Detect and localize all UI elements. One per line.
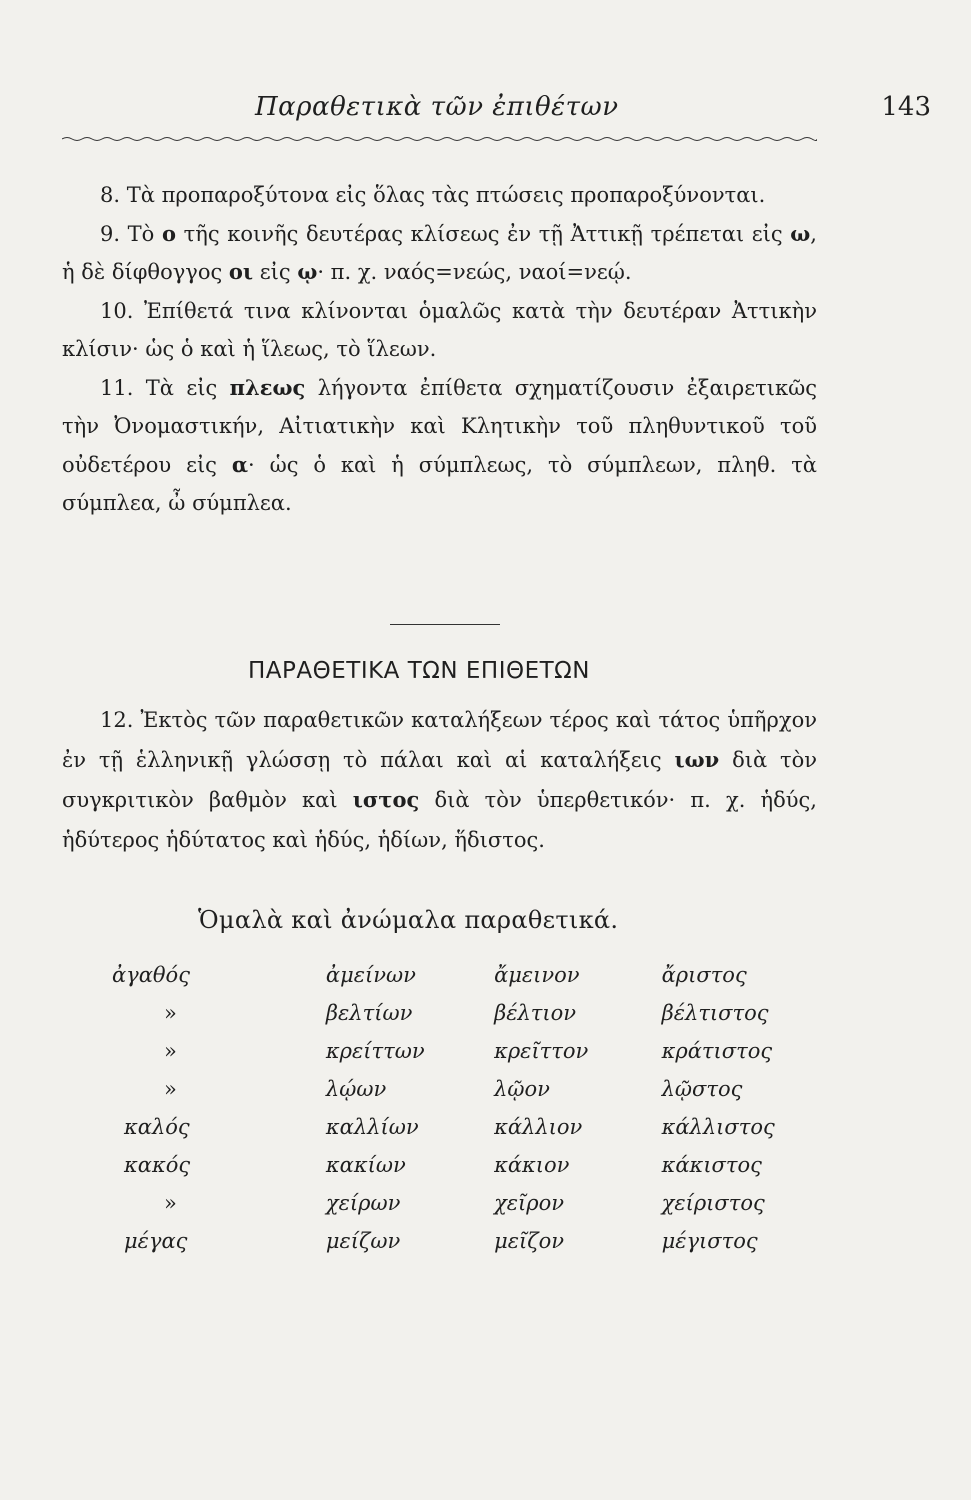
paragraph-11-text: · ὡς ὁ καὶ ἡ σύμπλεως, τὸ σύμπλεων, πληθ. τὰ σύμπλεα, ὦ σύμπλεα. — [62, 452, 817, 515]
bold-omega: ω — [790, 220, 811, 246]
bold-oi: οι — [228, 259, 254, 284]
paragraph-12-text: διὰ τὸν ὑπερθετικόν· π. χ. ἡδύς, ἡδύτερος ἡδύτατος καὶ ἡδύς, ἡδίων, ἥδιστος. — [62, 788, 817, 852]
superlative-cell: βέλτιστος — [661, 1001, 769, 1025]
neuter-comparative-cell: χεῖρον — [494, 1191, 565, 1215]
positive-cell: κακός — [124, 1153, 191, 1177]
neuter-comparative-cell: κάκιον — [494, 1153, 570, 1177]
comparative-cell: βελτίων — [325, 1001, 413, 1025]
superlative-cell: κάλλιστος — [661, 1115, 775, 1139]
table-row — [112, 994, 802, 1032]
comparative-cell: χείρων — [325, 1191, 401, 1215]
comparative-cell: κακίων — [325, 1153, 406, 1177]
running-head — [60, 92, 931, 136]
wavy-head-rule — [62, 136, 817, 142]
bold-alpha: α — [231, 451, 249, 477]
comparative-cell: ἀμείνων — [325, 963, 416, 987]
neuter-comparative-cell: λῷον — [494, 1077, 550, 1101]
bold-omega-iota: ῳ — [297, 259, 318, 284]
paragraph-11-text: 11. Τὰ εἰς — [100, 375, 230, 400]
superlative-cell: κράτιστος — [661, 1039, 773, 1063]
section-text-block — [62, 700, 817, 860]
paragraph-9 — [62, 215, 817, 292]
page-number: 143 — [881, 92, 931, 122]
comparative-cell: μείζων — [325, 1229, 401, 1253]
running-title: Παραθετικὰ τῶν ἐπιθέτων — [255, 92, 619, 122]
paragraph-10: 10. Ἐπίθετά τινα κλίνονται ὁμαλῶς κατὰ τὴν δευτέραν Ἀττικὴν κλίσιν· ὡς ὁ καὶ ἡ ἵλεως, τὸ ἵλεων. — [62, 298, 817, 361]
table-row — [112, 956, 802, 994]
table-row — [112, 1184, 802, 1222]
table-title: Ὁμαλὰ καὶ ἀνώμαλα παραθετικά. — [198, 906, 619, 934]
bold-plews: πλεως — [229, 374, 306, 400]
paragraph-8: 8. Τὰ προπαροξύτονα εἰς ὅλας τὰς πτώσεις προπαροξύνονται. — [100, 183, 766, 207]
paragraph-9-text: 9. Τὸ — [100, 221, 162, 246]
neuter-comparative-cell: κρεῖττον — [494, 1039, 589, 1063]
neuter-comparative-cell: βέλτιον — [494, 1001, 577, 1025]
paragraph-12 — [62, 700, 817, 860]
table-row — [112, 1108, 802, 1146]
neuter-comparative-cell: ἄμεινον — [494, 963, 580, 987]
superlative-cell: κάκιστος — [661, 1153, 762, 1177]
superlative-cell: μέγιστος — [661, 1229, 758, 1253]
bold-iwn: ιων — [674, 747, 720, 772]
positive-cell: μέγας — [124, 1229, 188, 1253]
ditto-mark: » — [164, 1077, 177, 1101]
bold-o: ο — [161, 220, 176, 246]
comparative-cell: καλλίων — [325, 1115, 419, 1139]
comparative-cell: κρείττων — [325, 1039, 425, 1063]
section-divider — [390, 624, 500, 625]
ditto-mark: » — [164, 1039, 177, 1063]
positive-cell: καλός — [124, 1115, 190, 1139]
table-row — [112, 1032, 802, 1070]
comparative-cell: λῴων — [325, 1077, 387, 1101]
superlative-cell: λῷστος — [661, 1077, 743, 1101]
paragraph-9-text: · π. χ. ναός=νεώς, ναοί=νεῴ. — [317, 260, 632, 284]
positive-cell: ἀγαθός — [112, 963, 190, 987]
comparison-table — [112, 956, 802, 1260]
table-row — [112, 1222, 802, 1260]
section-title: ΠΑΡΑΘΕΤΙΚΑ ΤΩΝ ΕΠΙΘΕΤΩΝ — [248, 658, 590, 684]
ditto-mark: » — [164, 1191, 177, 1215]
superlative-cell: χείριστος — [661, 1191, 765, 1215]
neuter-comparative-cell: μεῖζον — [494, 1229, 565, 1253]
paragraph-11-text: λήγοντα ἐπίθετα σχηματίζουσιν ἐξαιρετικῶς τὴν Ὀνομαστικήν, Αἰτιατικὴν καὶ Κλητικὴν τοῦ πληθυντικοῦ τοῦ οὐδετέρου εἰς — [62, 375, 817, 477]
paragraph-12-text: διὰ τὸν συγκριτικὸν βαθμὸν καὶ — [62, 748, 818, 812]
table-row — [112, 1146, 802, 1184]
bold-istos: ιστος — [352, 787, 420, 812]
ditto-mark: » — [164, 1001, 177, 1025]
paragraph-9-text: τῆς κοινῆς δευτέρας κλίσεως ἐν τῇ Ἀττικῇ τρέπεται εἰς — [175, 221, 791, 246]
rules-text-block — [62, 176, 817, 523]
paragraph-9-text: εἰς — [253, 260, 298, 284]
paragraph-11 — [62, 369, 817, 523]
superlative-cell: ἄριστος — [661, 963, 747, 987]
paragraph-9-text: , ἡ δὲ δίφθογγος — [62, 221, 817, 284]
table-row — [112, 1070, 802, 1108]
neuter-comparative-cell: κάλλιον — [494, 1115, 583, 1139]
paragraph-12-text: 12. Ἐκτὸς τῶν παραθετικῶν καταλήξεων τέρος καὶ τάτος ὑπῆρχον ἐν τῇ ἑλληνικῇ γλώσσῃ τὸ πάλαι καὶ αἱ καταλήξεις — [62, 708, 817, 772]
